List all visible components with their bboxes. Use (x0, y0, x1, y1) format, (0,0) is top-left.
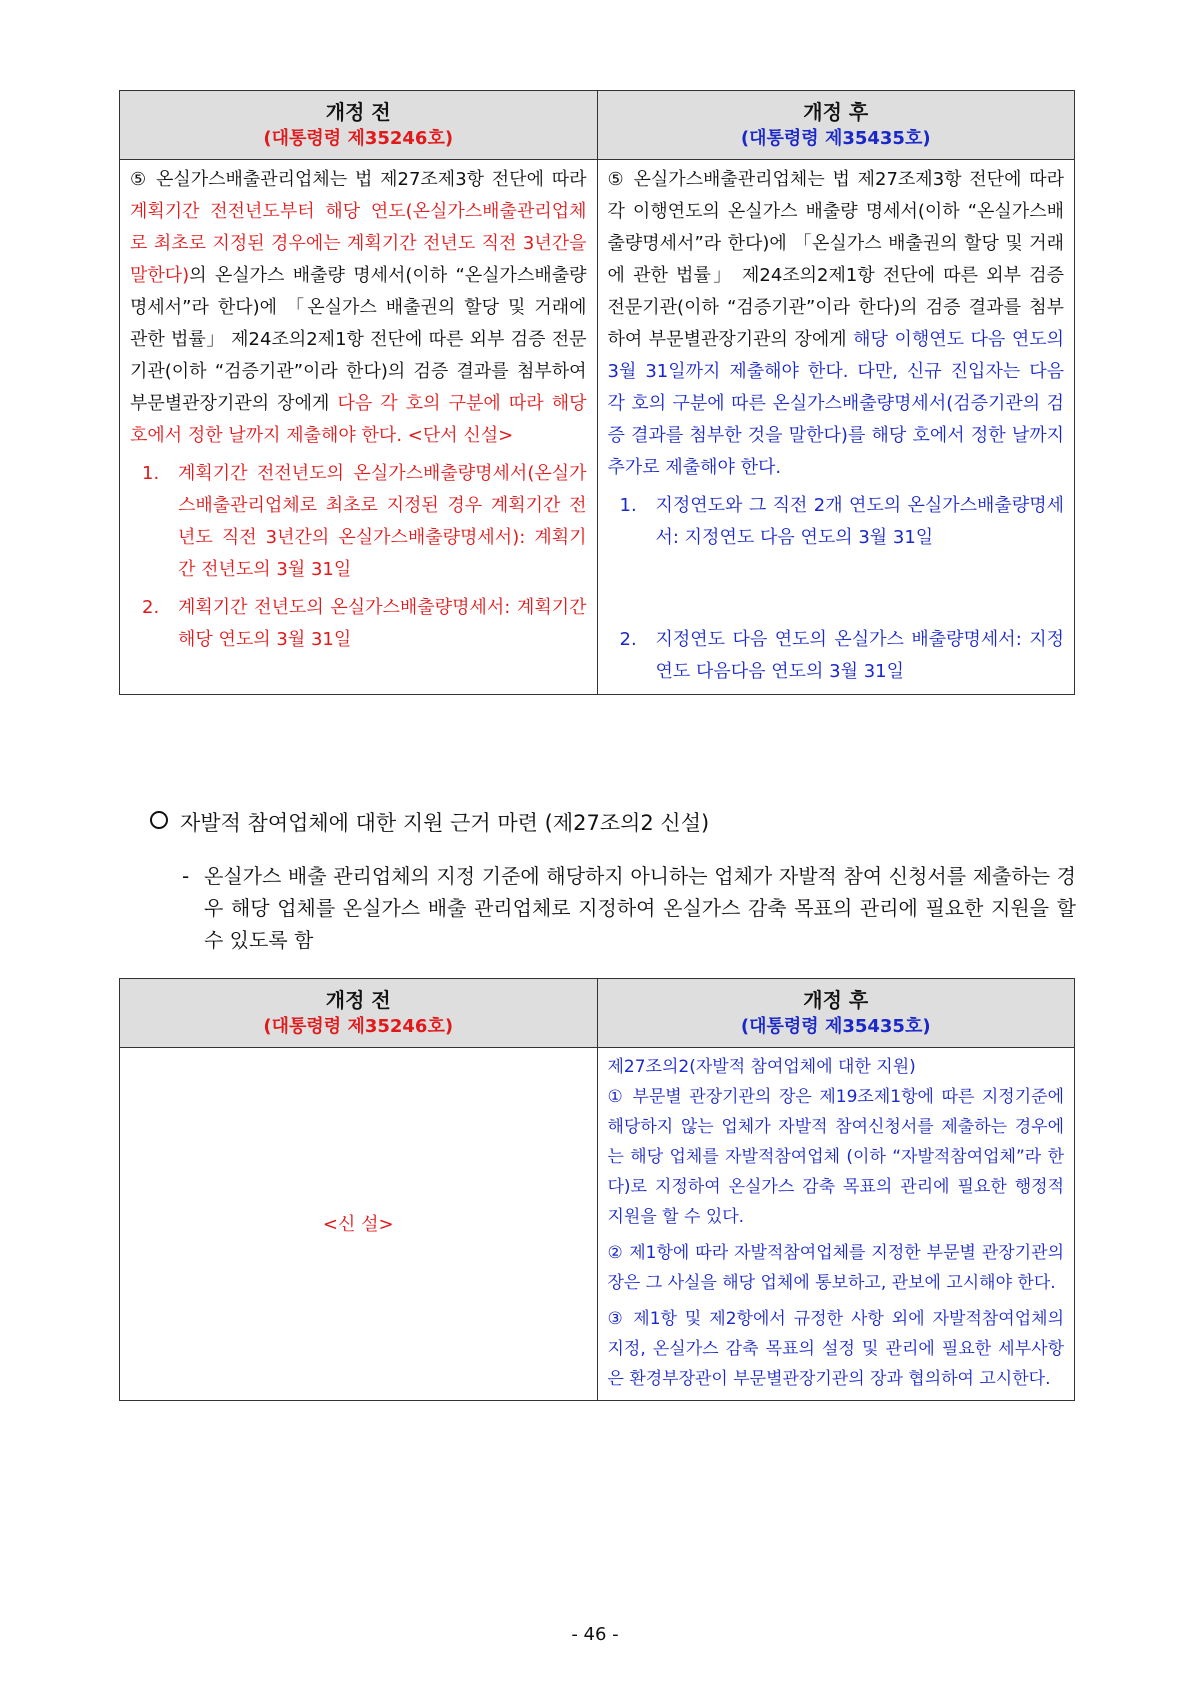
before-paragraph-5 (130, 164, 587, 452)
article-paragraph-3: ③ 제1항 및 제2항에서 규정한 사항 외에 자발적참여업체의 지정, 온실가스 감축 목표의 설정 및 관리에 필요한 세부사항은 환경부장관이 부문별관장기관의 장과 협의하여 고시한다. (607, 1309, 1064, 1389)
before-text-plain: ⑤ 온실가스배출관리업체는 법 제27조제3항 전단에 따라 (130, 169, 587, 190)
before-text-proviso-note: <단서 신설> (407, 425, 514, 446)
section-description-text: 온실가스 배출 관리업체의 지정 기준에 해당하지 아니하는 업체가 자발적 참여 신청서를 제출하는 경우 해당 업체를 온실가스 배출 관리업체로 지정하여 온실가스 감축 목표의 관리에 필요한 지원을 할 수 있도록 함 (204, 864, 1076, 952)
after-item-1-text: 지정연도와 그 직전 2개 연도의 온실가스배출량명세서: 지정연도 다음 연도의 3월 31일 (655, 495, 1064, 548)
section-heading (150, 808, 709, 838)
before-item-1-number: 1. (142, 463, 160, 484)
table-row (120, 160, 1075, 695)
article-paragraph-1: ① 부문별 관장기관의 장은 제19조제1항에 따른 지정기준에 해당하지 않는 업체가 자발적 참여신청서를 제출하는 경우에는 해당 업체를 자발적참여업체 (이하 “자발적참여업체”라 한다)로 지정하여 온실가스 감축 목표의 관리에 필요한 행정적 지원을 할 수 있다. (607, 1087, 1064, 1227)
after-header-cell (597, 979, 1075, 1048)
page-number: - 46 - (571, 1624, 619, 1645)
after-header-subtitle: (대통령령 제35435호) (740, 128, 931, 149)
table-header-row (120, 979, 1075, 1048)
section-description (182, 860, 1076, 956)
after-cell (597, 1048, 1075, 1401)
after-header-cell (597, 91, 1075, 160)
circle-bullet-icon (150, 811, 168, 829)
before-text-plain-2: 의 온실가스 배출량 명세서(이하 “온실가스배출량명세서”라 한다)에 「온실가스 배출권의 할당 및 거래에 관한 법률」 제24조의2제1항 전단에 따른 외부 검증 전문기관(이하 “검증기관”이라 한다)의 검증 결과를 첨부하여 부문별관장기관의 장에게 (130, 265, 587, 414)
after-item-2-text: 지정연도 다음 연도의 온실가스 배출량명세서: 지정연도 다음다음 연도의 3월 31일 (655, 629, 1064, 682)
comparison-table-2 (119, 978, 1075, 1401)
after-item-1 (608, 490, 1065, 554)
before-cell-new: <신 설> (120, 1048, 598, 1401)
after-item-2 (608, 624, 1065, 688)
before-cell (120, 160, 598, 695)
before-header-title: 개정 전 (325, 100, 391, 124)
after-paragraph-5 (608, 164, 1065, 484)
before-item-2-text: 계획기간 전년도의 온실가스배출량명세서: 계획기간 해당 연도의 3월 31일 (178, 597, 587, 650)
comparison-table-1 (119, 90, 1075, 695)
before-header-title: 개정 전 (325, 988, 391, 1012)
before-text-deleted-period: 계획기간 전전년도부터 해당 연도(온실가스배출관리업체로 최초로 지정된 경우에는 계획기간 전년도 직전 3년간을 말한다) (130, 201, 587, 286)
after-text-plain: ⑤ 온실가스배출관리업체는 법 제27조제3항 전단에 따라 각 이행연도의 온실가스 배출량 명세서(이하 “온실가스배출량명세서”라 한다)에 「온실가스 배출권의 할당 및 거래에 관한 법률」 제24조의2제1항 전단에 따른 외부 검증 전문기관(이하 “검증기관”이라 한다)의 검증 결과를 첨부하여 부문별관장기관의 장에게 (607, 169, 1064, 350)
after-cell (597, 160, 1075, 695)
after-item-2-number: 2. (619, 629, 637, 650)
after-item-1-number: 1. (619, 495, 637, 516)
before-header-cell (120, 979, 598, 1048)
before-header-subtitle: (대통령령 제35246호) (263, 128, 454, 149)
section-title: 자발적 참여업체에 대한 지원 근거 마련 (제27조의2 신설) (180, 811, 710, 835)
after-text-amended: 해당 이행연도 다음 연도의 3월 31일까지 제출해야 한다. 다만, 신규 진입자는 다음 각 호의 구분에 따른 온실가스배출량명세서(검증기관의 검증 결과를 첨부한 것을 말한다)를 해당 호에서 정한 날까지 추가로 제출해야 한다. (607, 329, 1064, 478)
before-header-subtitle: (대통령령 제35246호) (263, 1016, 454, 1037)
after-header-subtitle: (대통령령 제35435호) (740, 1016, 931, 1037)
before-text-deleted-deadline: 다음 각 호의 구분에 따라 해당 호에서 정한 날까지 제출해야 한다. (130, 393, 587, 446)
before-item-1-text: 계획기간 전전년도의 온실가스배출량명세서(온실가스배출관리업체로 최초로 지정된 경우 계획기간 전년도 직전 3년간의 온실가스배출량명세서): 계획기간 전년도의 3월 31일 (178, 463, 587, 580)
article-paragraph-2: ② 제1항에 따라 자발적참여업체를 지정한 부문별 관장기관의 장은 그 사실을 해당 업체에 통보하고, 관보에 고시해야 한다. (607, 1243, 1064, 1293)
after-header-title: 개정 후 (803, 100, 869, 124)
before-item-1 (130, 458, 587, 586)
before-header-cell (120, 91, 598, 160)
before-item-2-number: 2. (142, 597, 160, 618)
before-item-2 (130, 592, 587, 656)
article-title: 제27조의2(자발적 참여업체에 대한 지원) (607, 1057, 916, 1077)
after-header-title: 개정 후 (803, 988, 869, 1012)
dash-bullet: - (182, 864, 190, 888)
table-row (120, 1048, 1075, 1401)
table-header-row (120, 91, 1075, 160)
